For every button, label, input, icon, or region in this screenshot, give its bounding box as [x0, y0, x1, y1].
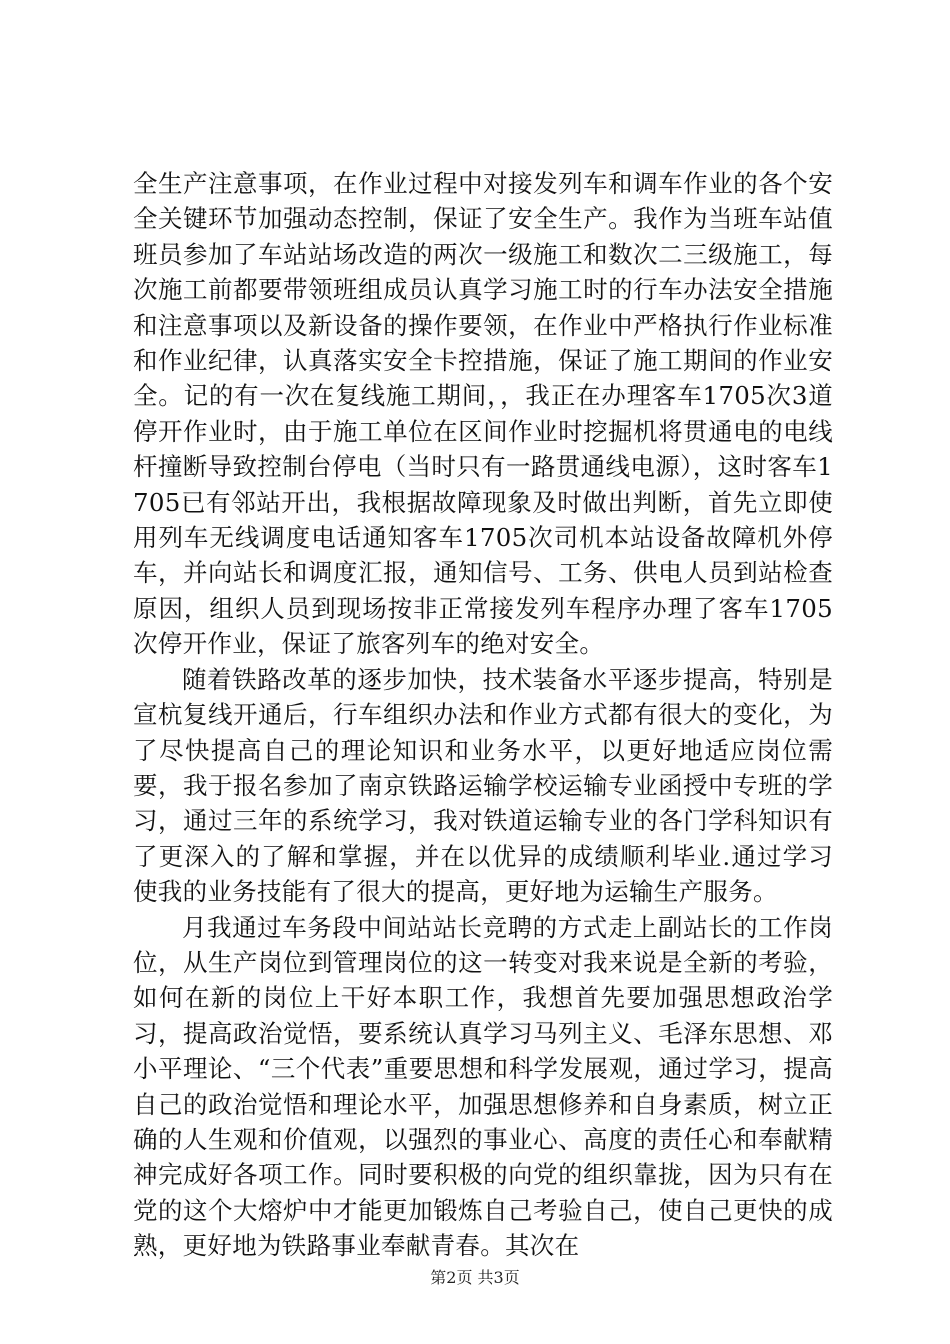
paragraph-3: 月我通过车务段中间站站长竞聘的方式走上副站长的工作岗位，从生产岗位到管理岗位的这一转变对我来说是全新的考验，如何在新的岗位上干好本职工作，我想首先要加强思想政治学习，提高政治觉悟，要系统认真学习马列主义、毛泽东思想、邓小平理论、“三个代表”重要思想和科学发展观，通过学习，提高自己的政治觉悟和理论水平，加强思想修养和自身素质，树立正确的人生观和价值观，以强烈的事业心、高度的责任心和奉献精神完成好各项工作。同时要积极的向党的组织靠拢，因为只有在党的这个大熔炉中才能更加锻炼自己考验自己，使自己更快的成熟，更好地为铁路事业奉献青春。其次在 [133, 912, 833, 1261]
document-body [133, 166, 833, 1264]
page-number-footer: 第2页 共3页 [430, 1268, 520, 1287]
paragraph-2: 随着铁路改革的逐步加快，技术装备水平逐步提高，特别是宣杭复线开通后，行车组织办法和作业方式都有很大的变化，为了尽快提高自己的理论知识和业务水平，以更好地适应岗位需要，我于报名参加了南京铁路运输学校运输专业函授中专班的学习，通过三年的系统学习，我对铁道运输专业的各门学科知识有了更深入的了解和掌握，并在以优异的成绩顺利毕业.通过学习使我的业务技能有了很大的提高，更好地为运输生产服务。 [133, 664, 833, 907]
paragraph-1: 全生产注意事项，在作业过程中对接发列车和调车作业的各个安全关键环节加强动态控制，保证了安全生产。我作为当班车站值班员参加了车站站场改造的两次一级施工和数次二三级施工，每次施工前都要带领班组成员认真学习施工时的行车办法安全措施和注意事项以及新设备的操作要领，在作业中严格执行作业标准和作业纪律，认真落实安全卡控措施，保证了施工期间的作业安全。记的有一次在复线施工期间，，我正在办理客车1705次3道停开作业时，由于施工单位在区间作业时挖掘机将贯通电的电线杆撞断导致控制台停电（当时只有一路贯通线电源），这时客车1705已有邻站开出，我根据故障现象及时做出判断，首先立即使用列车无线调度电话通知客车1705次司机本站设备故障机外停车，并向站长和调度汇报，通知信号、工务、供电人员到站检查原因，组织人员到现场按非正常接发列车程序办理了客车1705次停开作业，保证了旅客列车的绝对安全。 [133, 169, 833, 659]
